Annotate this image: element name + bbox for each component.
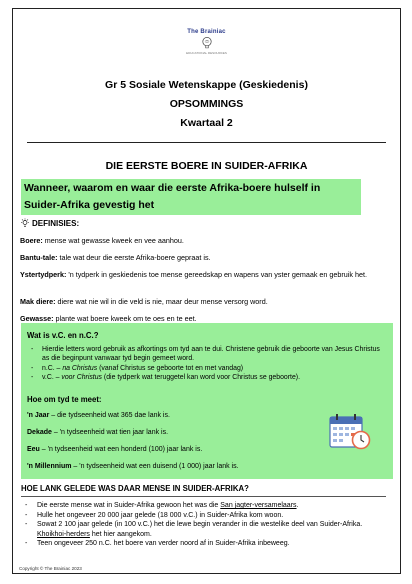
- brand-logo: [13, 29, 400, 55]
- brain-lightbulb-icon: [200, 36, 214, 50]
- copyright-notice: Copyright © The Brainiac 2023: [19, 566, 82, 571]
- time-unit-item: Dekade – 'n tydseenheid wat tien jaar lank is.: [27, 429, 169, 436]
- list-item: - Die eerste mense wat in Suider-Afrika gewoon het was die San jagter-versamelaars.: [25, 501, 387, 511]
- time-concepts-box: [21, 323, 393, 479]
- definition-item: Bantu-tale: tale wat deur die eerste Afrika-boere gepraat is.: [20, 253, 211, 262]
- vc-nc-heading: Wat is v.C. en n.C.?: [27, 331, 99, 340]
- worksheet-page: [12, 8, 401, 574]
- definitions-heading: [20, 218, 79, 228]
- topic-title: DIE EERSTE BOERE IN SUIDER-AFRIKA: [105, 160, 308, 172]
- list-item: - Hierdie letters word gebruik as afkortings om tyd aan te dui. Christene gebruik die geboorte van Jesus Christus as die beginpunt vanwaar tyd begin gemeet word.: [31, 345, 383, 364]
- calendar-clock-icon: [329, 413, 371, 451]
- definitions-label: DEFINISIES:: [32, 218, 80, 228]
- time-unit-item: 'n Millennium – 'n tydseenheid wat een duisend (1 000) jaar lank is.: [27, 463, 239, 470]
- vc-nc-list: [31, 345, 383, 383]
- highlight-heading: Wanneer, waarom en waar die eerste Afrika-boere hulself in Suider-Afrika gevestig het: [21, 179, 361, 215]
- subject-title: Gr 5 Sosiale Wetenskappe (Geskiedenis): [105, 79, 308, 91]
- definition-item: Gewasse: plante wat boere kweek om te oes en te eet.: [20, 314, 197, 323]
- definition-item: Mak diere: diere wat nie wil in die veld is nie, maar deur mense versorg word.: [20, 297, 268, 306]
- time-unit-item: 'n Jaar – die tydseenheid wat 365 dae lank is.: [27, 412, 170, 419]
- history-divider: [21, 496, 386, 497]
- logo-tagline: EDUCATIONAL RESOURCES: [186, 51, 227, 55]
- list-item: - Hulle het ongeveer 20 000 jaar gelede (18 000 v.C.) in Suider-Afrika kom woon.: [25, 511, 387, 521]
- history-list: [25, 501, 387, 549]
- history-heading: HOE LANK GELEDE WAS DAAR MENSE IN SUIDER-AFRIKA?: [21, 484, 249, 493]
- header-divider: [27, 142, 386, 143]
- list-item: - n.C. – na Christus (vanaf Christus se geboorte tot en met vandag): [31, 364, 383, 373]
- time-measure-heading: Hoe om tyd te meet:: [27, 395, 102, 404]
- time-unit-item: Eeu – 'n tydseenheid wat een honderd (100) jaar lank is.: [27, 446, 203, 453]
- document-type: OPSOMMINGS: [169, 98, 244, 110]
- definition-item: Ystertydperk: 'n tydperk in geskiedenis toe mense gereedskap en wapens van yster gemaak en gebruik het.: [20, 270, 367, 279]
- list-item: - Sowat 2 100 jaar gelede (in 100 v.C.) het die lewe begin verander in die westelike deel van Suider-Afrika. Khoikhoi-herders het hier aangekom.: [25, 520, 387, 539]
- list-item: - v.C. – voor Christus (die tydperk wat teruggetel kan word voor Christus se geboorte).: [31, 373, 383, 382]
- lightbulb-icon: [20, 218, 30, 228]
- definition-item: Boere: mense wat gewasse kweek en vee aanhou.: [20, 236, 184, 245]
- logo-title: The Brainiac: [187, 29, 226, 35]
- list-item: - Teen ongeveer 250 n.C. het boere van verder noord af in Suider-Afrika inbeweeg.: [25, 539, 387, 549]
- term-label: Kwartaal 2: [180, 117, 233, 129]
